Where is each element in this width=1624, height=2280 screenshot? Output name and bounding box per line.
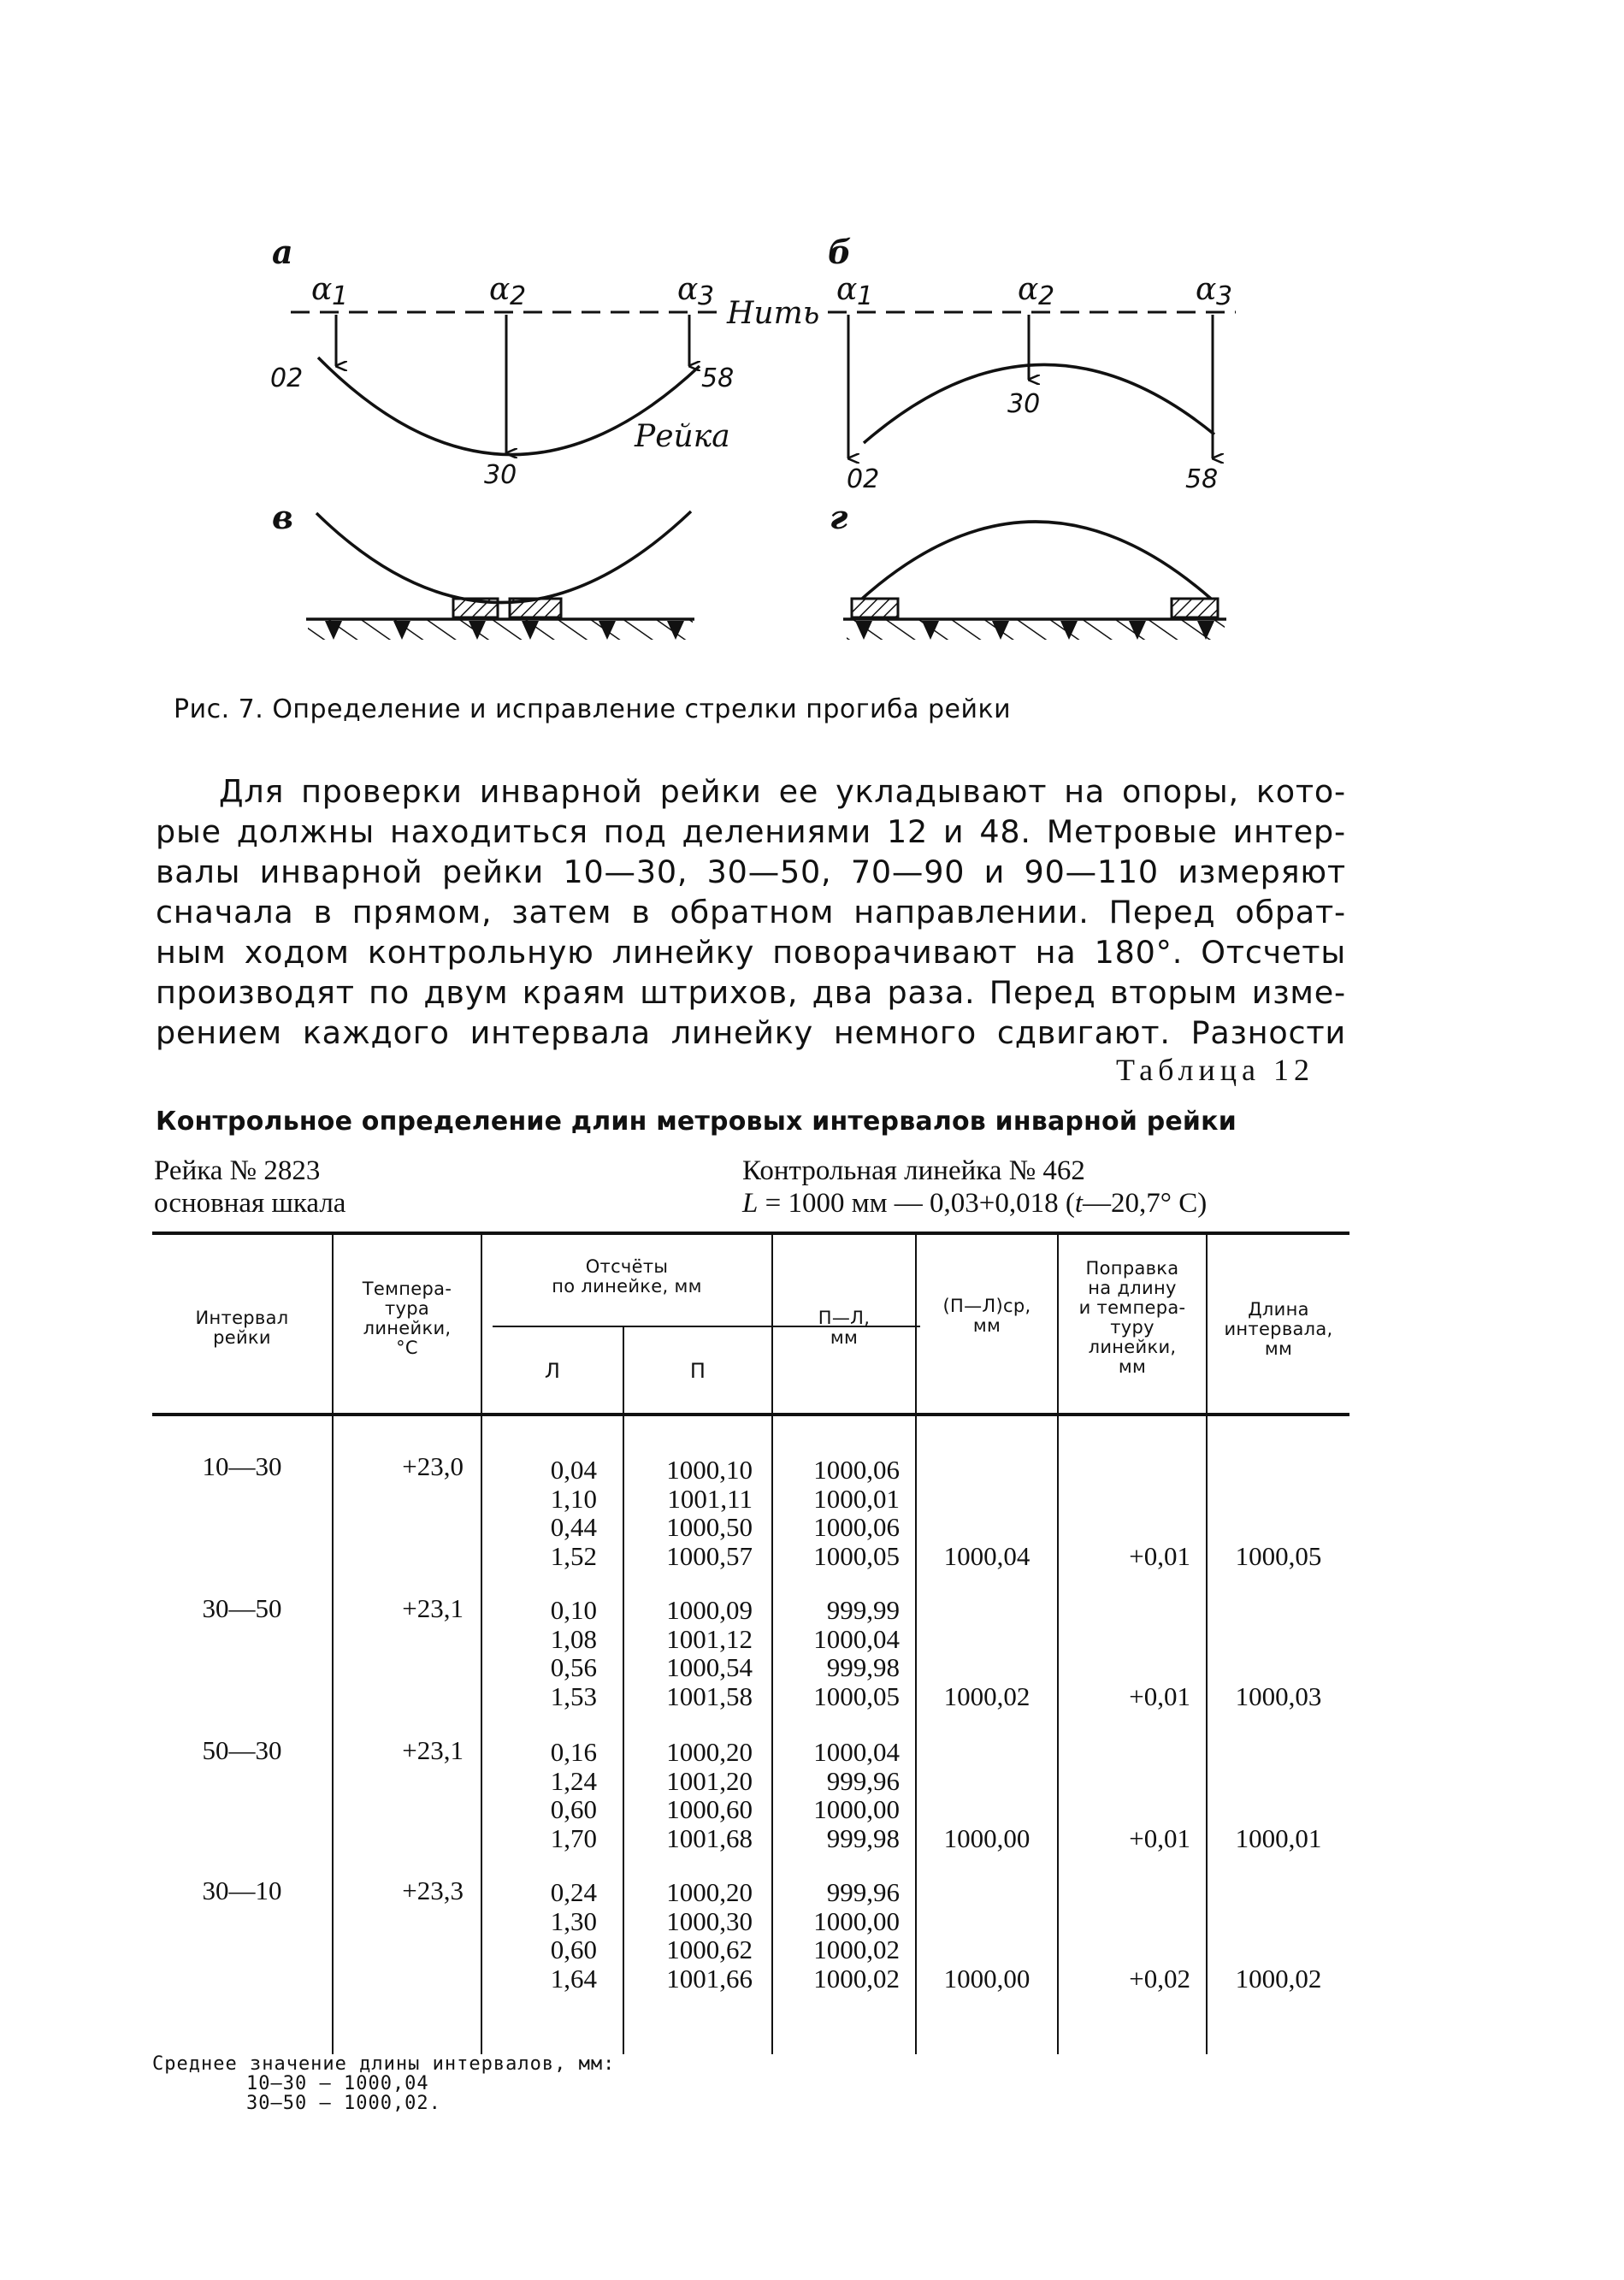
panel-v — [306, 511, 694, 640]
diff-avg-value: 1000,04 — [943, 1541, 1031, 1571]
table-number: Таблица 12 — [1116, 1053, 1314, 1087]
L-values: 0,04 1,10 0,44 1,52 — [550, 1455, 597, 1571]
length-value: 1000,02 — [1235, 1964, 1322, 1994]
temperature-value: +23,1 — [402, 1593, 464, 1623]
P-values: 1000,09 1001,12 1000,54 1001,58 — [666, 1595, 753, 1711]
header-diff: П—Л, мм — [818, 1308, 871, 1348]
correction-value: +0,02 — [1129, 1964, 1190, 1994]
figure-7 — [0, 0, 1624, 667]
L-values: 0,10 1,08 0,56 1,53 — [550, 1595, 597, 1711]
reading-right-b: 58 — [1185, 464, 1219, 494]
temperature-value: +23,1 — [402, 1735, 464, 1765]
point-b2-sub: 2 — [1038, 281, 1055, 311]
P-values: 1000,20 1000,30 1000,62 1001,66 — [666, 1877, 753, 1994]
panel-v-label: в — [272, 498, 293, 536]
ruler-formula — [742, 1187, 1207, 1220]
panel-a — [270, 272, 819, 490]
table-meta-right — [742, 1155, 1207, 1220]
formula-body: = 1000 мм — 0,03+0,018 ( — [758, 1188, 1075, 1219]
length-value: 1000,05 — [1235, 1541, 1322, 1571]
P-values: 1000,20 1001,20 1000,60 1001,68 — [666, 1737, 753, 1853]
panel-g — [843, 522, 1226, 640]
panel-b-label: б — [828, 233, 852, 271]
header-L: Л — [544, 1359, 561, 1383]
header-P: П — [689, 1359, 706, 1383]
point-a1-sub: 1 — [332, 281, 349, 311]
reading-left-b: 02 — [847, 464, 880, 494]
rail-number: Рейка № 2823 — [154, 1155, 321, 1186]
length-value: 1000,01 — [1235, 1823, 1322, 1853]
figure-7-drawing — [0, 0, 1624, 667]
point-b1-sub: 1 — [857, 281, 874, 311]
diff-avg-value: 1000,00 — [943, 1823, 1031, 1853]
formula-L: L — [742, 1188, 759, 1219]
paragraph-line: Для проверки инварной рейки ее укладывают на опоры, кото- — [219, 773, 1346, 810]
reading-left-a: 02 — [270, 363, 304, 393]
header-interval: Интервал рейки — [195, 1308, 289, 1348]
point-b2-label: α — [1018, 272, 1039, 307]
thread-label: Нить — [727, 296, 820, 331]
header-temperature: Темпера- тура линейки, °С — [362, 1279, 452, 1358]
diff-values: 1000,06 1000,01 1000,06 1000,05 — [813, 1455, 900, 1571]
point-b1-label: α — [836, 272, 858, 307]
correction-value: +0,01 — [1129, 1681, 1190, 1711]
point-a1-label: α — [311, 272, 333, 307]
reading-right-a: 58 — [701, 363, 735, 393]
point-a2-label: α — [489, 272, 511, 307]
P-values: 1000,10 1001,11 1000,50 1000,57 — [666, 1455, 753, 1571]
rail-scale: основная шкала — [154, 1188, 346, 1219]
length-value: 1000,03 — [1235, 1681, 1322, 1711]
diff-values: 999,99 1000,04 999,98 1000,05 — [813, 1595, 900, 1711]
diff-values: 1000,04 999,96 1000,00 999,98 — [813, 1737, 900, 1853]
body-paragraph — [156, 771, 1346, 1053]
paragraph-line: сначала в прямом, затем в обратном направлении. Перед обрат- — [156, 894, 1346, 930]
diff-avg-value: 1000,02 — [943, 1681, 1031, 1711]
paragraph-line: производят по двум краям штрихов, два раза. Перед вторым изме- — [156, 974, 1346, 1011]
ruler-number: Контрольная линейка № 462 — [742, 1155, 1085, 1186]
rail-label: Рейка — [635, 419, 730, 454]
reading-middle-a: 30 — [484, 460, 517, 490]
paragraph-line: валы инварной рейки 10—30, 30—50, 70—90 и 90—110 измеряют — [156, 854, 1346, 890]
L-values: 0,16 1,24 0,60 1,70 — [550, 1737, 597, 1853]
col-divider — [915, 1235, 917, 2054]
panel-a-label: а — [272, 233, 293, 271]
temperature-value: +23,3 — [402, 1875, 464, 1905]
interval-value: 10—30 — [202, 1451, 282, 1481]
interval-value: 30—10 — [202, 1875, 282, 1905]
summary-line: 10—30 — 1000,04 — [246, 2073, 429, 2094]
point-a3-label: α — [677, 272, 699, 307]
table-meta-left — [154, 1155, 345, 1220]
table-summary — [152, 2054, 615, 2113]
table-title: Контрольное определение длин метровых интервалов инварной рейки — [156, 1107, 1237, 1137]
point-b3-label: α — [1196, 272, 1217, 307]
reading-middle-b: 30 — [1007, 389, 1041, 419]
correction-value: +0,01 — [1129, 1823, 1190, 1853]
correction-value: +0,01 — [1129, 1541, 1190, 1571]
formula-end: —20,7° С) — [1083, 1188, 1208, 1219]
figure-caption: Рис. 7. Определение и исправление стрелки прогиба рейки — [174, 694, 1012, 724]
diff-avg-value: 1000,00 — [943, 1964, 1031, 1994]
data-table — [152, 1232, 1349, 2053]
diff-values: 999,96 1000,00 1000,02 1000,02 — [813, 1877, 900, 1994]
interval-value: 50—30 — [202, 1735, 282, 1765]
panel-b — [828, 272, 1236, 494]
summary-line: 30—50 — 1000,02. — [246, 2093, 441, 2114]
panel-g-label: г — [830, 498, 848, 536]
summary-title: Среднее значение длины интервалов, мм: — [152, 2053, 616, 2075]
L-values: 0,24 1,30 0,60 1,64 — [550, 1877, 597, 1994]
formula-t: t — [1074, 1188, 1084, 1219]
paragraph-line: рением каждого интервала линейку немного сдвигают. Разности — [156, 1014, 1346, 1051]
header-diff-avg: (П—Л)ср, мм — [942, 1296, 1031, 1336]
header-correction: Поправка на длину и темпера- туру линейки, мм — [1078, 1258, 1186, 1377]
header-length: Длина интервала, мм — [1224, 1299, 1333, 1359]
paragraph-line: рые должны находиться под делениями 12 и 48. Метровые интер- — [156, 813, 1346, 850]
temperature-value: +23,0 — [402, 1451, 464, 1481]
header-readings-group: Отсчёты по линейке, мм — [552, 1256, 702, 1297]
point-b3-sub: 3 — [1216, 281, 1233, 311]
interval-value: 30—50 — [202, 1593, 282, 1623]
point-a3-sub: 3 — [698, 281, 715, 311]
point-a2-sub: 2 — [510, 281, 527, 311]
paragraph-line: ным ходом контрольную линейку поворачивают на 180°. Отсчеты — [156, 934, 1346, 971]
